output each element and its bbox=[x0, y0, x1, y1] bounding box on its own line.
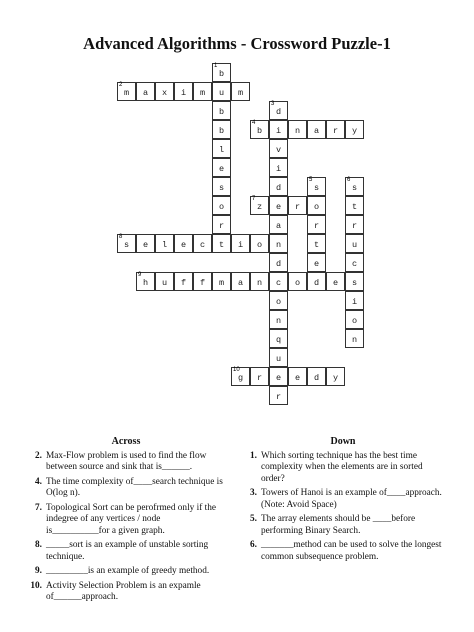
cell-letter: e bbox=[313, 259, 320, 269]
crossword-cell[interactable] bbox=[231, 272, 250, 291]
cell-letter: a bbox=[275, 221, 282, 231]
down-clue-list bbox=[243, 451, 443, 564]
cell-letter: m bbox=[123, 88, 130, 98]
crossword-cell[interactable] bbox=[345, 120, 364, 139]
cell-letter: f bbox=[180, 278, 187, 288]
clue-number: 3 bbox=[271, 101, 275, 107]
crossword-cell[interactable] bbox=[250, 367, 269, 386]
cell-letter: o bbox=[294, 278, 301, 288]
crossword-cell[interactable] bbox=[326, 367, 345, 386]
crossword-cell[interactable] bbox=[269, 120, 288, 139]
crossword-cell[interactable] bbox=[269, 310, 288, 329]
cell-letter: m bbox=[218, 278, 225, 288]
crossword-cell[interactable] bbox=[307, 367, 326, 386]
clue-text: Which sorting technique has the best time complexity when the elements are in sorted order? bbox=[261, 450, 423, 484]
crossword-cell[interactable] bbox=[307, 120, 326, 139]
cell-letter: l bbox=[161, 240, 168, 250]
cell-letter: a bbox=[142, 88, 149, 98]
cell-letter: t bbox=[218, 240, 225, 250]
cell-letter: h bbox=[142, 278, 149, 288]
crossword-cell[interactable] bbox=[345, 177, 364, 196]
crossword-cell[interactable] bbox=[231, 234, 250, 253]
crossword-cell[interactable] bbox=[345, 234, 364, 253]
cell-letter: i bbox=[275, 164, 282, 174]
crossword-cell[interactable] bbox=[345, 253, 364, 272]
clue-text: The array elements should be ____before performing Binary Search. bbox=[261, 514, 416, 536]
cell-letter: s bbox=[313, 183, 320, 193]
crossword-cell[interactable] bbox=[269, 215, 288, 234]
cell-letter: b bbox=[218, 69, 225, 79]
crossword-cell[interactable] bbox=[307, 234, 326, 253]
clue-text: Towers of Hanoi is an example of____approach. (Note: Avoid Space) bbox=[261, 488, 442, 510]
clue-num: 8. bbox=[35, 540, 42, 550]
crossword-cell[interactable] bbox=[155, 82, 174, 101]
crossword-cell[interactable] bbox=[288, 196, 307, 215]
clue-text: _________is an example of greedy method. bbox=[46, 566, 210, 576]
clue-number: 8 bbox=[119, 234, 123, 240]
across-heading: Across bbox=[111, 436, 141, 447]
cell-letter: s bbox=[351, 183, 358, 193]
crossword-cell[interactable] bbox=[136, 272, 155, 291]
cell-letter: e bbox=[294, 373, 301, 383]
crossword-cell[interactable] bbox=[212, 158, 231, 177]
down-clue bbox=[243, 488, 443, 511]
crossword-cell[interactable] bbox=[174, 234, 193, 253]
crossword-cell[interactable] bbox=[250, 196, 269, 215]
cell-letter: c bbox=[275, 278, 282, 288]
crossword-cell[interactable] bbox=[136, 234, 155, 253]
cell-letter: c bbox=[351, 259, 358, 269]
crossword-cell[interactable] bbox=[212, 177, 231, 196]
across-clues bbox=[28, 436, 224, 607]
cell-letter: c bbox=[199, 240, 206, 250]
cell-letter: n bbox=[256, 278, 263, 288]
clue-number: 2 bbox=[119, 82, 123, 88]
cell-letter: z bbox=[256, 202, 263, 212]
cell-letter: e bbox=[218, 164, 225, 174]
clue-number: 9 bbox=[138, 272, 142, 278]
cell-letter: m bbox=[237, 88, 244, 98]
clue-num: 7. bbox=[35, 502, 42, 513]
cell-letter: r bbox=[313, 221, 320, 231]
cell-letter: g bbox=[237, 373, 244, 383]
cell-letter: e bbox=[275, 202, 282, 212]
cell-letter: u bbox=[218, 88, 225, 98]
cell-letter: q bbox=[275, 335, 282, 345]
cell-letter: n bbox=[351, 335, 358, 345]
crossword-cell[interactable] bbox=[212, 196, 231, 215]
clue-num: 5. bbox=[250, 514, 257, 524]
cell-letter: i bbox=[237, 240, 244, 250]
crossword-cell[interactable] bbox=[269, 367, 288, 386]
cell-letter: d bbox=[313, 373, 320, 383]
crossword-cell[interactable] bbox=[307, 253, 326, 272]
cell-letter: r bbox=[218, 221, 225, 231]
crossword-cell[interactable] bbox=[212, 272, 231, 291]
crossword-cell[interactable] bbox=[269, 348, 288, 367]
cell-letter: a bbox=[237, 278, 244, 288]
crossword-cell[interactable] bbox=[307, 196, 326, 215]
crossword-cell[interactable] bbox=[231, 367, 250, 386]
cell-letter: v bbox=[275, 145, 282, 155]
clue-num: 9. bbox=[35, 566, 42, 576]
clue-text: Topological Sort can be perofrmed only if the indegree of any vertices / node is__________for a given graph. bbox=[46, 502, 216, 536]
crossword-cell[interactable] bbox=[250, 272, 269, 291]
across-clue bbox=[28, 566, 224, 578]
crossword-cell[interactable] bbox=[269, 234, 288, 253]
clue-number: 4 bbox=[252, 120, 256, 126]
cell-letter: s bbox=[123, 240, 130, 250]
crossword-cell[interactable] bbox=[212, 63, 231, 82]
clue-num: 6. bbox=[250, 540, 257, 550]
across-clue bbox=[28, 477, 224, 500]
clue-text: The time complexity of____search technique is O(log n). bbox=[46, 476, 223, 498]
cell-letter: o bbox=[351, 316, 358, 326]
crossword-cell[interactable] bbox=[193, 82, 212, 101]
clue-num: 4. bbox=[35, 476, 42, 487]
crossword-cell[interactable] bbox=[269, 272, 288, 291]
crossword-cell[interactable] bbox=[288, 367, 307, 386]
clue-text: _______method can be used to solve the longest common subsequence problem. bbox=[261, 540, 442, 562]
down-heading: Down bbox=[330, 436, 356, 447]
crossword-cell[interactable] bbox=[193, 272, 212, 291]
clue-number: 7 bbox=[252, 196, 256, 202]
cell-letter: n bbox=[275, 240, 282, 250]
crossword-cell[interactable] bbox=[345, 215, 364, 234]
crossword-cell[interactable] bbox=[345, 291, 364, 310]
crossword-cell[interactable] bbox=[269, 158, 288, 177]
cell-letter: b bbox=[256, 126, 263, 136]
crossword-cell[interactable] bbox=[174, 272, 193, 291]
page-title: Advanced Algorithms - Crossword Puzzle-1 bbox=[83, 34, 391, 53]
clue-number: 1 bbox=[214, 63, 218, 69]
cell-letter: d bbox=[313, 278, 320, 288]
cell-letter: r bbox=[332, 126, 339, 136]
cell-letter: e bbox=[180, 240, 187, 250]
crossword-cell[interactable] bbox=[269, 196, 288, 215]
crossword-cell[interactable] bbox=[269, 101, 288, 120]
across-clue-list bbox=[28, 451, 224, 604]
crossword-cell[interactable] bbox=[269, 386, 288, 405]
crossword-cell[interactable] bbox=[269, 139, 288, 158]
cell-letter: r bbox=[275, 392, 282, 402]
clue-number: 6 bbox=[347, 177, 351, 183]
crossword-cell[interactable] bbox=[117, 82, 136, 101]
crossword-cell[interactable] bbox=[117, 234, 136, 253]
clue-text: Activity Selection Problem is an expamle of______approach. bbox=[46, 580, 201, 602]
cell-letter: n bbox=[294, 126, 301, 136]
cell-letter: s bbox=[218, 183, 225, 193]
cell-letter: e bbox=[142, 240, 149, 250]
cell-letter: y bbox=[351, 126, 358, 136]
cell-letter: u bbox=[161, 278, 168, 288]
crossword-cell[interactable] bbox=[155, 234, 174, 253]
cell-letter: d bbox=[275, 259, 282, 269]
crossword-cell[interactable] bbox=[326, 120, 345, 139]
crossword-cell[interactable] bbox=[136, 82, 155, 101]
crossword-cell[interactable] bbox=[269, 291, 288, 310]
cell-letter: o bbox=[218, 202, 225, 212]
cell-letter: e bbox=[275, 373, 282, 383]
cell-letter: o bbox=[313, 202, 320, 212]
clue-number: 10 bbox=[233, 367, 240, 373]
clue-num: 3. bbox=[250, 488, 257, 498]
cell-letter: t bbox=[351, 202, 358, 212]
crossword-cell[interactable] bbox=[345, 196, 364, 215]
across-clue bbox=[28, 540, 224, 563]
cell-letter: n bbox=[275, 316, 282, 326]
crossword-cell[interactable] bbox=[288, 120, 307, 139]
cell-letter: r bbox=[294, 202, 301, 212]
down-clue bbox=[243, 514, 443, 537]
across-clue bbox=[28, 581, 224, 604]
crossword-cell[interactable] bbox=[269, 329, 288, 348]
cell-letter: x bbox=[161, 88, 168, 98]
clue-text: _____sort is an example of unstable sorting technique. bbox=[46, 540, 209, 562]
clue-number: 5 bbox=[309, 177, 313, 183]
cell-letter: d bbox=[275, 107, 282, 117]
cell-letter: b bbox=[218, 126, 225, 136]
crossword-cell[interactable] bbox=[212, 139, 231, 158]
cell-letter: o bbox=[275, 297, 282, 307]
cell-letter: b bbox=[218, 107, 225, 117]
cell-letter: s bbox=[351, 278, 358, 288]
down-clue bbox=[243, 540, 443, 563]
clue-num: 1. bbox=[250, 450, 257, 461]
cell-letter: r bbox=[351, 221, 358, 231]
down-clue bbox=[243, 451, 443, 486]
cell-letter: y bbox=[332, 373, 339, 383]
across-clue bbox=[28, 451, 224, 474]
crossword-cell[interactable] bbox=[345, 310, 364, 329]
across-clue bbox=[28, 503, 224, 538]
down-clues bbox=[243, 436, 443, 566]
crossword-cell[interactable] bbox=[212, 215, 231, 234]
crossword-cell[interactable] bbox=[212, 82, 231, 101]
cell-letter: i bbox=[351, 297, 358, 307]
cell-letter: m bbox=[199, 88, 206, 98]
cell-letter: e bbox=[332, 278, 339, 288]
crossword-cell[interactable] bbox=[212, 234, 231, 253]
cell-letter: a bbox=[313, 126, 320, 136]
cell-letter: i bbox=[180, 88, 187, 98]
cell-letter: u bbox=[275, 354, 282, 364]
crossword-cell[interactable] bbox=[269, 253, 288, 272]
cell-letter: l bbox=[218, 145, 225, 155]
crossword-cell[interactable] bbox=[212, 101, 231, 120]
crossword-cell[interactable] bbox=[307, 272, 326, 291]
crossword-cell[interactable] bbox=[174, 82, 193, 101]
crossword-cell[interactable] bbox=[250, 120, 269, 139]
cell-letter: t bbox=[313, 240, 320, 250]
crossword-cell[interactable] bbox=[307, 177, 326, 196]
crossword-cell[interactable] bbox=[269, 177, 288, 196]
cell-letter: u bbox=[351, 240, 358, 250]
crossword-cell[interactable] bbox=[288, 272, 307, 291]
crossword-cell[interactable] bbox=[345, 329, 364, 348]
crossword-cell[interactable] bbox=[155, 272, 174, 291]
clue-num: 2. bbox=[35, 450, 42, 461]
clue-text: Max-Flow problem is used to find the flow between source and sink that is______. bbox=[46, 450, 207, 472]
crossword-cell[interactable] bbox=[193, 234, 212, 253]
crossword-cell[interactable] bbox=[231, 82, 250, 101]
cell-letter: i bbox=[275, 126, 282, 136]
cell-letter: r bbox=[256, 373, 263, 383]
crossword-cell[interactable] bbox=[345, 272, 364, 291]
cell-letter: o bbox=[256, 240, 263, 250]
crossword-cell[interactable] bbox=[326, 272, 345, 291]
clue-num: 10. bbox=[30, 580, 42, 591]
cell-letter: f bbox=[199, 278, 206, 288]
cell-letter: d bbox=[275, 183, 282, 193]
crossword-cell[interactable] bbox=[307, 215, 326, 234]
crossword-cell[interactable] bbox=[212, 120, 231, 139]
crossword-cell[interactable] bbox=[250, 234, 269, 253]
